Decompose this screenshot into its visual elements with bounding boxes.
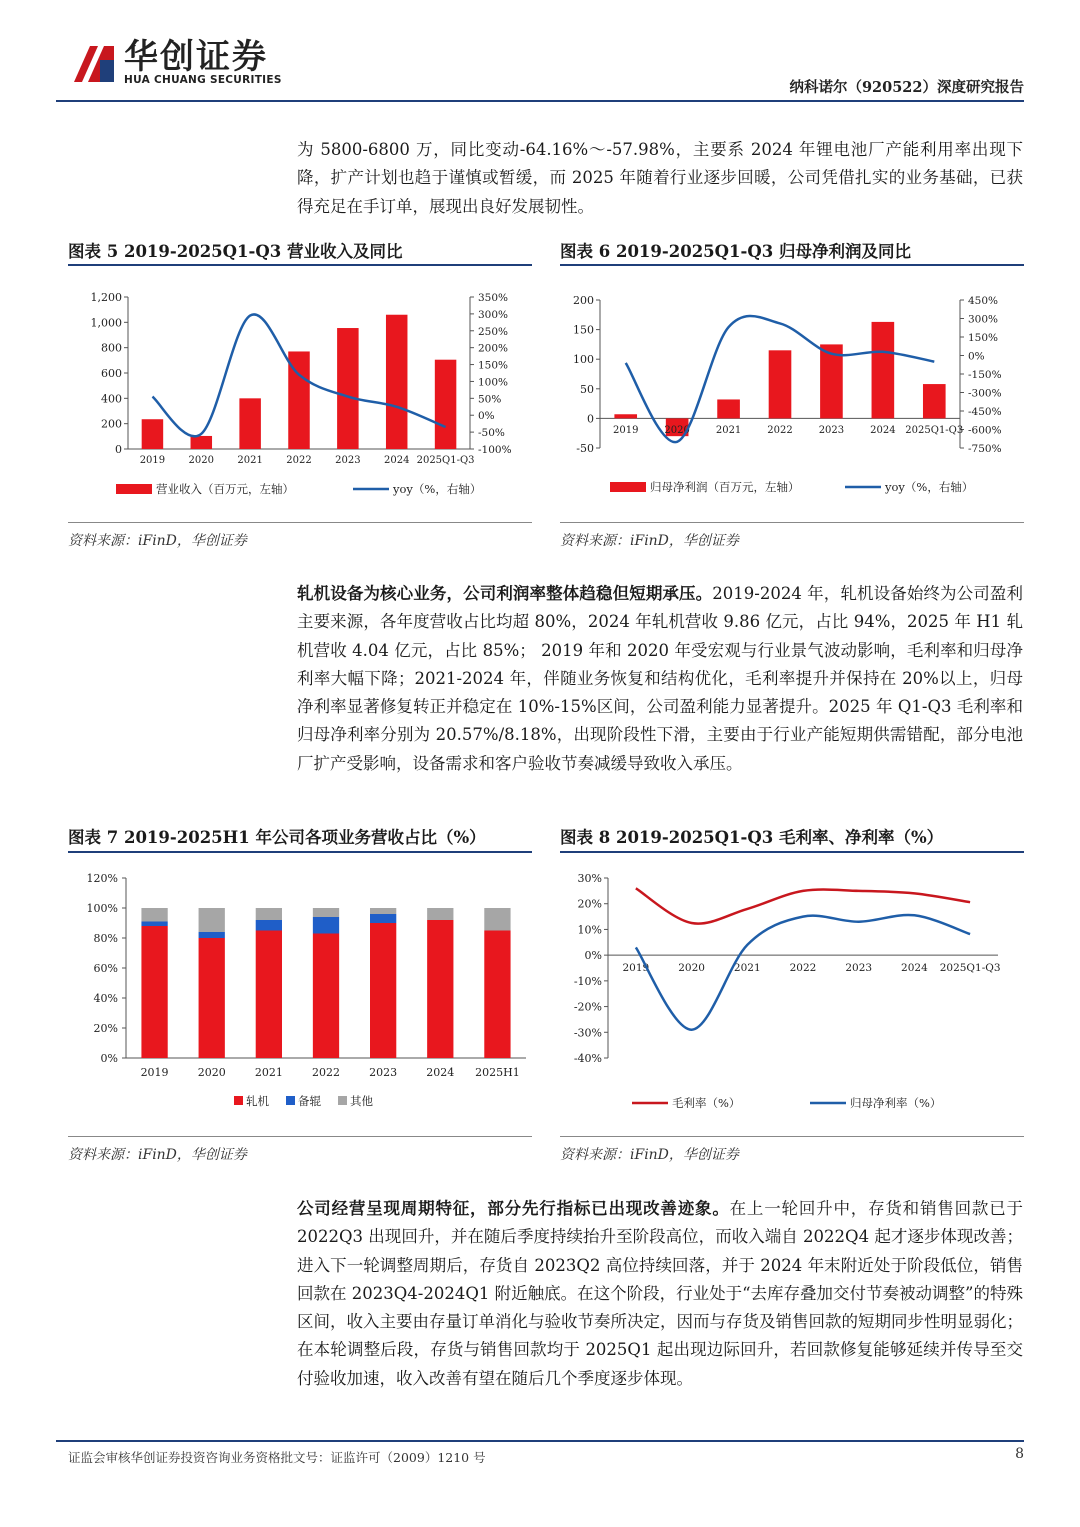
stack-轧机-2024 [427, 920, 453, 1058]
bar-2021 [239, 398, 260, 449]
left-axis-tick-label: 400 [101, 392, 122, 406]
right-axis-tick-label: -750% [968, 443, 1002, 455]
figure-6-chart [560, 270, 1024, 520]
category-label: 2023 [818, 425, 845, 436]
category-label: 2025Q1-Q3 [416, 455, 475, 466]
legend-label: 毛利率（%） [672, 1096, 741, 1110]
y-axis-tick-label: -30% [573, 1026, 602, 1040]
right-axis-tick-label: 0% [968, 350, 985, 363]
stack-轧机-2025H1 [484, 931, 510, 1059]
y-axis-tick-label: 0% [584, 949, 602, 963]
category-label: 2020 [188, 455, 215, 466]
stack-轧机-2021 [256, 931, 282, 1059]
right-axis-tick-label: 250% [478, 325, 509, 338]
y-axis-tick-label: 10% [577, 923, 602, 937]
legend-bar-label: 营业收入（百万元，左轴） [156, 482, 294, 496]
right-axis-tick-label: -600% [968, 424, 1002, 437]
report-title: 纳科诺尔（920522）深度研究报告 [789, 79, 1024, 96]
paragraph-core-business-body: 2019-2024 年，轧机设备始终为公司盈利主要来源，各年度营收占比均超 80%，2024 年轧机营收 9.86 亿元，占比 94%，2025 年 H1 轧机营收 4.04 亿元，占比 85%； 2019 年和 2020 年受宏观与行业景气波动影响，毛利率和归母净利率大幅下降；2021-2024 年，伴随业务恢复和结构优化，毛利率提升并保持在 20%以上，归母净利率显著修复转正并稳定在 10%-15%区间，公司盈利能力显著提升。2025 年 Q1-Q3 毛利率和归母净利率分别为 20.57%/8.18%，出现阶段性下滑，主要由于行业产能短期供需错配，部分电池厂扩产受影响，设备需求和客户验收节奏减缓导致收入承压。 [297, 584, 1024, 773]
bar-2025Q1-Q3 [923, 384, 946, 418]
bar-2021 [717, 399, 740, 418]
category-label: 2020 [678, 962, 705, 975]
category-label: 2020 [197, 1066, 226, 1079]
legend-bar-label: 归母净利润（百万元，左轴） [650, 480, 800, 494]
paragraph-core-business-lead: 轧机设备为核心业务，公司利润率整体趋稳但短期承压。 [297, 584, 713, 603]
figure-8-source: 资料来源：iFinD，华创证券 [560, 1147, 739, 1163]
stack-其他-2024 [427, 908, 453, 920]
category-label: 2025Q1-Q3 [939, 962, 1001, 975]
right-axis-tick-label: 300% [478, 308, 509, 321]
right-axis-tick-label: 450% [968, 295, 999, 307]
legend-line-label: yoy（%，右轴） [393, 482, 482, 496]
left-axis-tick-label: 1,200 [90, 291, 122, 304]
y-axis-tick-label: -10% [573, 974, 602, 988]
category-label: 2025Q1-Q3 [905, 425, 964, 436]
figure-6-source: 资料来源：iFinD，华创证券 [560, 533, 739, 549]
y-axis-tick-label: 80% [93, 932, 118, 945]
logo-text-en: HUA CHUANG SECURITIES [124, 74, 282, 86]
right-axis-tick-label: -50% [478, 427, 505, 440]
y-axis-tick-label: 40% [93, 992, 118, 1005]
figure-5-title-rule [68, 264, 532, 266]
stack-轧机-2019 [141, 926, 167, 1058]
stack-备辊-2020 [199, 932, 225, 938]
figure-8-source-rule [560, 1136, 1024, 1137]
bar-2025Q1-Q3 [435, 360, 456, 449]
category-label: 2021 [715, 425, 742, 436]
category-label: 2021 [254, 1066, 283, 1079]
category-label: 2025H1 [475, 1066, 520, 1079]
y-axis-tick-label: 100% [86, 902, 118, 915]
right-axis-tick-label: -450% [968, 406, 1002, 418]
stack-轧机-2020 [199, 938, 225, 1058]
logo-text-cn: 华创证券 [124, 37, 268, 77]
legend-label: 轧机 [246, 1094, 269, 1108]
category-label: 2023 [335, 455, 361, 466]
figure-7-title: 图表 7 2019-2025H1 年公司各项业务营收占比（%） [68, 828, 486, 847]
right-axis-tick-label: 100% [478, 376, 509, 389]
footer-divider [56, 1440, 1024, 1442]
left-axis-tick-label: 1,000 [90, 316, 122, 330]
category-label: 2022 [767, 425, 793, 436]
paragraph-cycle-body: 在上一轮回升中，存货和销售回款已于 2022Q3 出现回升，并在随后季度持续抬升至阶段高位，而收入端自 2022Q4 起才逐步体现改善；进入下一轮调整周期后，存货自 2023Q2 高位持续回落，并于 2024 年末附近处于阶段低位，销售回款在 2023Q4-2024Q1 附近触底。在这个阶段，行业处于“去库存叠加交付节奏被动调整”的特殊区间，收入主要由存量订单消化与验收节奏所决定，因而与存货及销售回款的短期同步性明显弱化；在本轮调整后段，存货与销售回款均于 2025Q1 起出现边际回升，若回款修复能够延续并传导至交付验收加速，收入改善有望在随后几个季度逐步体现。 [297, 1199, 1024, 1388]
left-axis-tick-label: 50 [580, 382, 594, 396]
header-divider [56, 100, 1024, 102]
stack-其他-2025H1 [484, 908, 510, 931]
company-logo-icon [70, 38, 118, 86]
y-axis-tick-label: 60% [93, 962, 118, 975]
left-axis-tick-label: 200 [573, 294, 594, 307]
paragraph-cycle-lead: 公司经营呈现周期特征，部分先行指标已出现改善迹象。 [297, 1199, 730, 1218]
stack-备辊-2021 [256, 920, 282, 931]
category-label: 2021 [237, 455, 263, 466]
category-label: 2022 [312, 1066, 340, 1079]
legend-label: 归母净利率（%） [850, 1096, 942, 1110]
left-axis-tick-label: 800 [101, 341, 122, 355]
stack-备辊-2019 [141, 922, 167, 927]
figure-8-title: 图表 8 2019-2025Q1-Q3 毛利率、净利率（%） [560, 828, 944, 847]
category-label: 2022 [286, 455, 312, 466]
bar-2024 [872, 322, 895, 418]
category-label: 2023 [845, 962, 873, 975]
y-axis-tick-label: 30% [577, 872, 602, 885]
figure-7-title-rule [68, 851, 532, 853]
category-label: 2019 [139, 455, 166, 466]
right-axis-tick-label: 200% [478, 342, 509, 355]
y-axis-tick-label: 20% [577, 897, 602, 911]
stack-其他-2020 [199, 908, 225, 932]
right-axis-tick-label: 350% [478, 292, 509, 304]
legend-bar-swatch [116, 484, 152, 494]
figure-5-chart [68, 270, 532, 520]
right-axis-tick-label: 0% [478, 410, 495, 423]
left-axis-tick-label: 600 [101, 367, 122, 380]
category-label: 2024 [901, 962, 928, 975]
stack-其他-2023 [370, 908, 396, 914]
stack-备辊-2023 [370, 914, 396, 923]
y-axis-tick-label: 0% [100, 1052, 118, 1065]
category-label: 2020 [664, 425, 690, 436]
line-毛利率（%） [636, 888, 970, 923]
paragraph-cycle [297, 1195, 1023, 1393]
bar-2019 [142, 419, 163, 449]
category-label: 2019 [622, 962, 650, 975]
page-number: 8 [1015, 1446, 1024, 1462]
figure-5-source-rule [68, 522, 532, 523]
paragraph-core-business [297, 580, 1023, 778]
right-axis-tick-label: 150% [968, 332, 999, 344]
category-label: 2021 [733, 962, 761, 975]
legend-label: 其他 [350, 1094, 373, 1108]
left-axis-tick-label: -50 [576, 442, 594, 455]
legend-line-label: yoy（%，右轴） [885, 480, 974, 494]
stack-轧机-2023 [370, 923, 396, 1058]
category-label: 2019 [612, 425, 639, 436]
left-axis-tick-label: 0 [115, 443, 122, 456]
left-axis-tick-label: 100 [573, 353, 594, 367]
y-axis-tick-label: 120% [86, 872, 118, 885]
category-label: 2024 [426, 1066, 455, 1079]
category-label: 2023 [369, 1066, 398, 1079]
stack-轧机-2022 [313, 934, 339, 1059]
right-axis-tick-label: 300% [968, 313, 999, 326]
figure-6-title-rule [560, 264, 1024, 266]
bar-2019 [614, 414, 637, 418]
footer-license: 证监会审核华创证券投资咨询业务资格批文号：证监许可（2009）1210 号 [68, 1450, 486, 1465]
legend-label: 备辊 [298, 1094, 321, 1108]
right-axis-tick-label: 50% [478, 393, 502, 406]
figure-7-source: 资料来源：iFinD，华创证券 [68, 1147, 247, 1163]
y-axis-tick-label: 20% [93, 1022, 118, 1035]
figure-6-source-rule [560, 522, 1024, 523]
category-label: 2024 [383, 455, 410, 466]
bar-2023 [337, 328, 358, 449]
figure-5-title: 图表 5 2019-2025Q1-Q3 营业收入及同比 [68, 242, 403, 261]
figure-8-chart [560, 858, 1024, 1134]
right-axis-tick-label: -150% [968, 369, 1002, 381]
y-axis-tick-label: -20% [573, 1000, 602, 1014]
right-axis-tick-label: -300% [968, 387, 1002, 400]
category-label: 2022 [789, 962, 817, 975]
category-label: 2019 [140, 1066, 169, 1079]
stack-其他-2022 [313, 908, 339, 917]
legend-swatch-其他 [338, 1096, 347, 1105]
figure-7-source-rule [68, 1136, 532, 1137]
legend-bar-swatch [610, 482, 646, 492]
stack-其他-2019 [141, 908, 167, 922]
figure-6-title: 图表 6 2019-2025Q1-Q3 归母净利润及同比 [560, 242, 911, 261]
bar-2024 [386, 315, 407, 449]
legend-swatch-备辊 [286, 1096, 295, 1105]
y-axis-tick-label: -40% [573, 1052, 602, 1065]
left-axis-tick-label: 200 [101, 417, 122, 431]
legend-swatch-轧机 [234, 1096, 243, 1105]
paragraph-intro: 为 5800-6800 万，同比变动-64.16%～-57.98%，主要系 2024 年锂电池厂产能利用率出现下降，扩产计划也趋于谨慎或暂缓，而 2025 年随着行业逐步回暖，公司凭借扎实的业务基础，已获得充足在手订单，展现出良好发展韧性。 [297, 140, 1023, 216]
figure-8-title-rule [560, 851, 1024, 853]
left-axis-tick-label: 0 [587, 412, 594, 426]
bar-2022 [769, 350, 792, 418]
figure-5-source: 资料来源：iFinD，华创证券 [68, 533, 247, 549]
right-axis-tick-label: -100% [478, 444, 512, 456]
stack-备辊-2022 [313, 917, 339, 934]
figure-7-chart [68, 858, 532, 1134]
right-axis-tick-label: 150% [478, 359, 509, 372]
stack-其他-2021 [256, 908, 282, 920]
bar-2020 [191, 436, 212, 449]
category-label: 2024 [870, 425, 896, 436]
left-axis-tick-label: 150 [573, 323, 594, 337]
